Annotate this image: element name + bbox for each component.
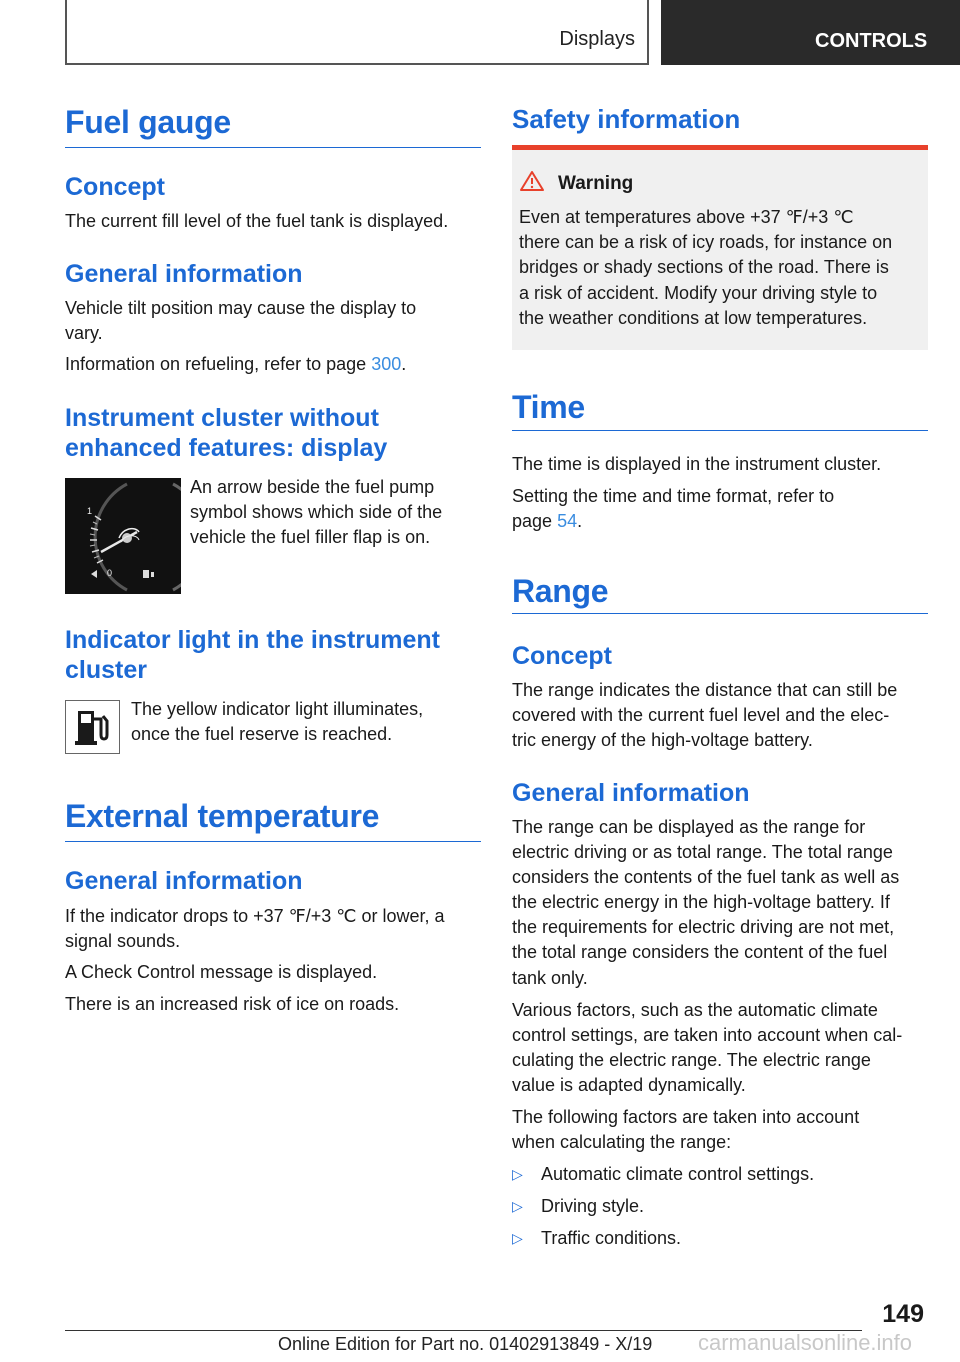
warning-line-4: a risk of accident. Modify your driving style to <box>519 283 878 303</box>
refueling-reference <box>65 352 406 378</box>
page-number: 149 <box>882 1300 924 1328</box>
cluster-text-line-3: vehicle the fuel filler flap is on. <box>190 527 431 547</box>
general-info-line-1: Vehicle tilt position may cause the display to <box>65 298 417 318</box>
range-following-line-1: The following factors are taken into account <box>512 1107 860 1127</box>
external-temperature-heading: External temperature <box>65 798 380 834</box>
range-concept-line-1: The range indicates the distance that can still be <box>512 680 898 700</box>
safety-information-heading: Safety information <box>512 104 741 134</box>
bullet-item: Traffic conditions. <box>541 1228 682 1248</box>
warning-triangle-icon <box>519 170 545 197</box>
warning-line-5: the weather conditions at low temperatures. <box>519 308 868 328</box>
svg-text:1: 1 <box>87 506 93 516</box>
indicator-heading-line-2: cluster <box>65 656 147 684</box>
refueling-text: Information on refueling, refer to page <box>65 354 367 374</box>
section-tab-label: Displays <box>559 28 635 50</box>
heading-rule <box>512 613 928 614</box>
range-general-line-5: the requirements for electric driving are not met, <box>512 917 895 937</box>
header-chapter-tab <box>661 0 960 65</box>
time-period: . <box>577 511 583 531</box>
fuel-gauge-heading: Fuel gauge <box>65 104 231 140</box>
bullet-item: Driving style. <box>541 1196 645 1216</box>
indicator-heading-line-1: Indicator light in the instrument <box>65 626 440 654</box>
bullet-item: Automatic climate control settings. <box>541 1164 815 1184</box>
ext-general-info-heading: General information <box>65 867 303 895</box>
range-general-line-1: The range can be displayed as the range for <box>512 817 866 837</box>
header-section-tab <box>65 0 649 65</box>
range-general-line-7: tank only. <box>512 968 588 988</box>
range-concept-line-2: covered with the current fuel level and the elec‐ <box>512 705 890 725</box>
concept-heading: Concept <box>65 173 165 201</box>
indicator-text-line-2: once the fuel reserve is reached. <box>131 724 393 744</box>
bullet-triangle-icon: ▷ <box>512 1166 523 1182</box>
watermark: carmanualsonline.info <box>698 1330 913 1355</box>
range-factors-line-1: Various factors, such as the automatic climate <box>512 1000 878 1020</box>
time-text-page: page <box>512 511 553 531</box>
range-general-line-2: electric driving or as total range. The total range <box>512 842 893 862</box>
range-heading: Range <box>512 573 609 609</box>
time-reference <box>512 509 582 535</box>
warning-label: Warning <box>558 173 634 194</box>
ext-text-line-2: signal sounds. <box>65 931 181 951</box>
range-factors-line-4: value is adapted dynamically. <box>512 1075 746 1095</box>
edition-text: Online Edition for Part no. 01402913849 - X/19 <box>278 1334 653 1354</box>
chapter-tab-label: CONTROLS <box>815 30 928 52</box>
indicator-text-line-1: The yellow indicator light illuminates, <box>131 699 424 719</box>
fuel-gauge-image <box>65 478 181 594</box>
warning-line-2: there can be a risk of icy roads, for instance on <box>519 232 893 252</box>
range-factors-line-3: culating the electric range. The electric range <box>512 1050 871 1070</box>
range-following-line-2: when calculating the range: <box>512 1132 732 1152</box>
warning-line-3: bridges or shady sections of the road. There is <box>519 257 889 277</box>
heading-rule <box>512 430 928 431</box>
refueling-page-link[interactable]: 300 <box>371 354 402 374</box>
range-concept-line-3: tric energy of the high-voltage battery. <box>512 730 813 750</box>
time-heading: Time <box>512 389 585 425</box>
time-text-line-2: Setting the time and time format, refer to <box>512 486 835 506</box>
svg-text:0: 0 <box>107 568 113 578</box>
heading-rule <box>65 841 481 842</box>
cluster-text-line-1: An arrow beside the fuel pump <box>190 477 435 497</box>
range-concept-heading: Concept <box>512 642 612 670</box>
ext-text-line-3: A Check Control message is displayed. <box>65 962 378 982</box>
ext-text-line-1: If the indicator drops to +37 ℉/+3 ℃ or lower, a <box>65 906 445 926</box>
cluster-heading-line-1: Instrument cluster without <box>65 404 379 432</box>
general-info-heading: General information <box>65 260 303 288</box>
general-info-line-2: vary. <box>65 323 103 343</box>
range-general-line-4: the electric energy in the high-voltage battery. If <box>512 892 890 912</box>
refueling-period: . <box>401 354 407 374</box>
ext-text-line-4: There is an increased risk of ice on roads. <box>65 994 400 1014</box>
range-general-line-6: the total range considers the content of the fuel <box>512 942 888 962</box>
bullet-triangle-icon: ▷ <box>512 1198 523 1214</box>
range-general-heading: General information <box>512 779 750 807</box>
cluster-heading-line-2: enhanced features: display <box>65 434 388 462</box>
fuel-pump-icon <box>65 700 120 754</box>
cluster-text-line-2: symbol shows which side of the <box>190 502 443 522</box>
range-factors-line-2: control settings, are taken into account when cal‐ <box>512 1025 903 1045</box>
time-page-link[interactable]: 54 <box>557 511 578 531</box>
heading-rule <box>65 147 481 148</box>
range-general-line-3: considers the contents of the fuel tank as well as <box>512 867 900 887</box>
warning-line-1: Even at temperatures above +37 ℉/+3 ℃ <box>519 207 854 227</box>
concept-text: The current fill level of the fuel tank is displayed. <box>65 211 449 231</box>
time-text-line-1: The time is displayed in the instrument cluster. <box>512 454 882 474</box>
bullet-triangle-icon: ▷ <box>512 1230 523 1246</box>
